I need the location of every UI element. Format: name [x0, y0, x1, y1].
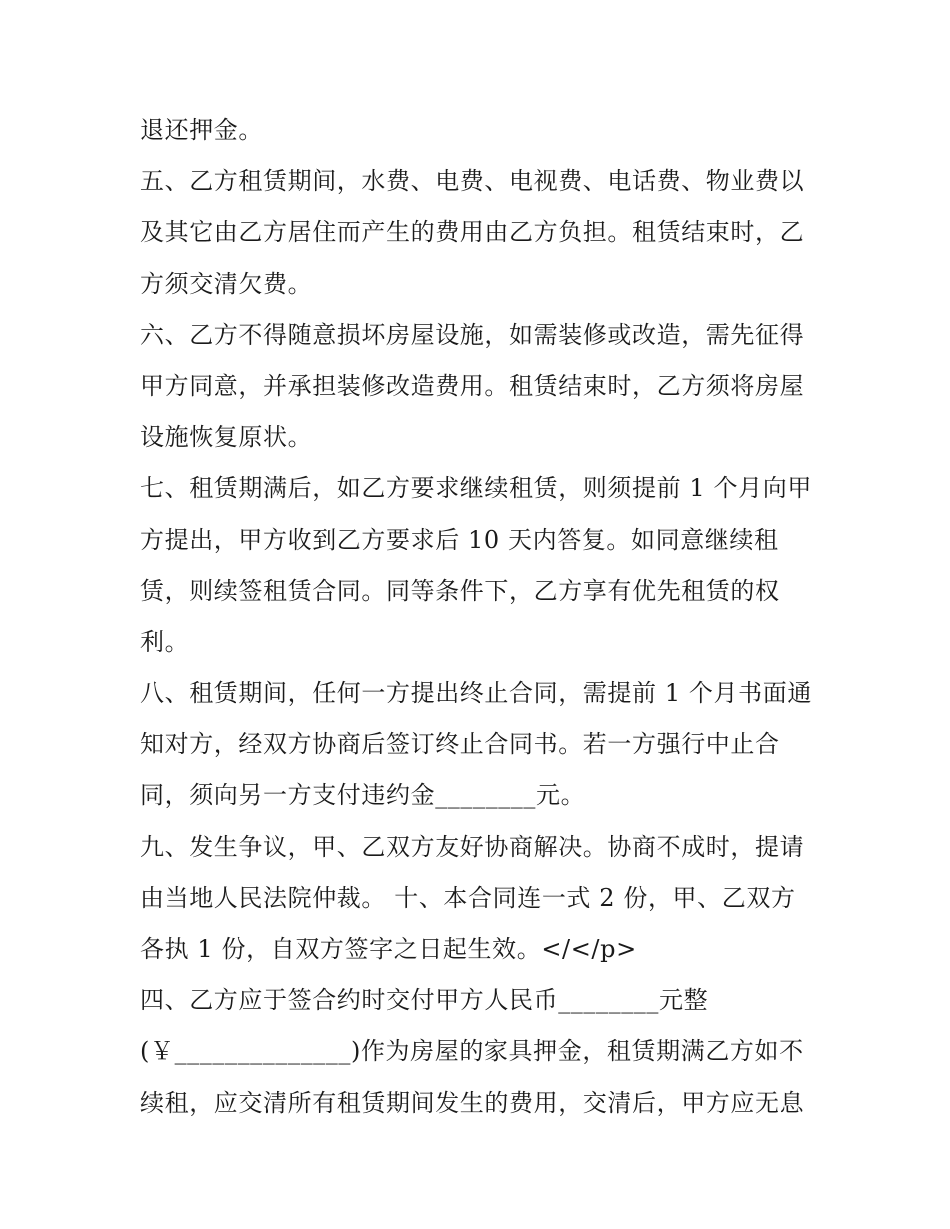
text-line: 续租，应交清所有租赁期间发生的费用，交清后，甲方应无息: [140, 1088, 805, 1117]
text-line: 八、租赁期间，任何一方提出终止合同，需提前 1 个月书面通: [140, 679, 812, 708]
text-line: 各执 1 份，自双方签字之日起生效。</</p>: [140, 935, 637, 963]
text-line: 由当地人民法院仲裁。 十、本合同连一式 2 份，甲、乙双方: [140, 883, 796, 912]
text-line: 五、乙方租赁期间，水费、电费、电视费、电话费、物业费以: [140, 167, 805, 196]
text-line: 赁，则续签租赁合同。同等条件下，乙方享有优先租赁的权: [140, 576, 780, 605]
text-line: 知对方，经双方协商后签订终止合同书。若一方强行中止合: [140, 730, 780, 759]
text-line: 四、乙方应于签合约时交付甲方人民币________元整: [140, 986, 709, 1015]
text-line: 六、乙方不得随意损坏房屋设施，如需装修或改造，需先征得: [140, 320, 805, 349]
text-line: 甲方同意，并承担装修改造费用。租赁结束时，乙方须将房屋: [140, 371, 805, 400]
text-line: 及其它由乙方居住而产生的费用由乙方负担。租赁结束时，乙: [140, 218, 805, 247]
text-line: (￥______________)作为房屋的家具押金，租赁期满乙方如不: [140, 1037, 804, 1066]
text-line: 设施恢复原状。: [140, 423, 313, 452]
text-line: 方须交清欠费。: [140, 269, 313, 298]
text-line: 退还押金。: [140, 116, 263, 144]
text-line: 九、发生争议，甲、乙双方友好协商解决。协商不成时，提请: [140, 832, 805, 861]
text-line: 利。: [140, 627, 190, 656]
text-line: 方提出，甲方收到乙方要求后 10 天内答复。如同意继续租: [140, 525, 779, 554]
contract-text: [140, 108, 820, 1132]
text-line: 七、租赁期满后，如乙方要求继续租赁，则须提前 1 个月向甲: [140, 474, 812, 503]
text-line: 同，须向另一方支付违约金________元。: [140, 781, 586, 810]
